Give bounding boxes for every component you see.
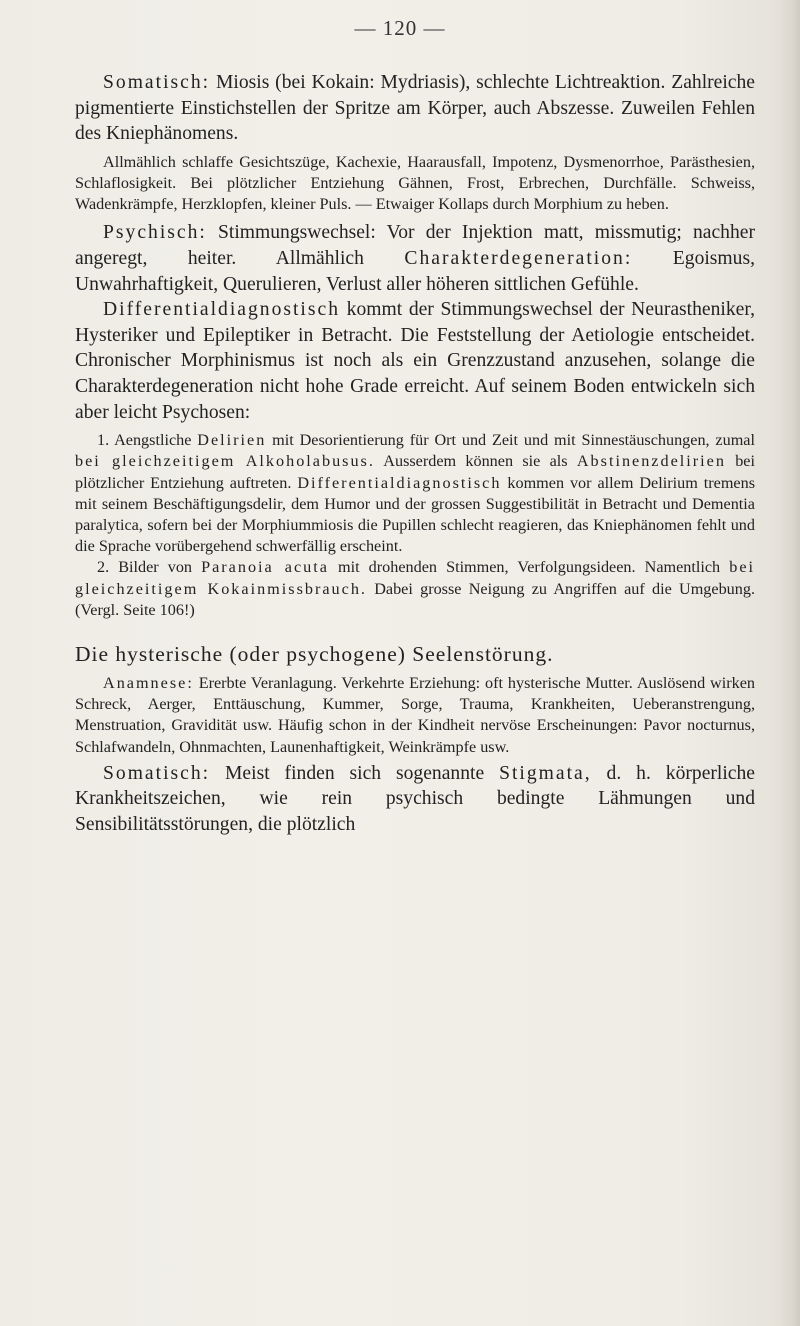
page-edge-shadow [778,0,800,1326]
page-number: — 120 — [354,16,446,40]
paragraph-differential-text: kommt der Stimmungswechsel der Neurastheniker, Hysteriker und Epileptiker in Betracht. Die Feststellung der Aetiologie entscheidet. Chronischer Morphinismus ist noch als ein Grenzzustand anzusehen, solange die Charakterdegeneration nicht hohe Grade erreicht. Auf seinem Boden entwickeln sich aber leicht Psychosen: [75,299,755,423]
list-number: 2. [97,558,110,577]
list-text: Dabei grosse Neigung zu Angriffen auf die Umgebung. (Vergl. Seite 106!) [75,579,756,619]
list-text: bei plötzlicher Entziehung auftreten. [75,452,755,492]
term-somatisch: Somatisch: [103,72,211,93]
term-somatisch: Somatisch: [103,762,211,784]
list-item-1 [75,430,755,557]
list-number: 1. [97,431,110,450]
term-abstinenzdelirien: Abstinenzdelirien [576,452,726,471]
paragraph-somatisch [75,70,755,147]
list-text: Ausserdem können sie als [374,452,577,471]
term-anamnese: Anamnese: [103,673,194,692]
term-alkoholabusus: bei gleichzeitigem Alkoholabusus. [75,452,375,471]
list-text: mit drohenden Stimmen, Verfolgungsideen. Namentlich [328,558,730,577]
list-text: Aengstliche [109,431,198,450]
paragraph-symptoms: Allmählich schlaffe Gesichtszüge, Kachexie, Haarausfall, Impotenz, Dysmenorrhoe, Parästhesien, Schlaflosigkeit. Bei plötzlicher Entziehung Gähnen, Frost, Erbrechen, Durchfälle. Schweiss, Wadenkrämpfe, Herzklopfen, kleiner Puls. — Etwaiger Kollaps durch Morphium zu heben. [75,152,755,214]
term-stigmata: Stigmata, [499,762,592,784]
page-text [75,70,755,838]
paragraph-somatisch-2 [75,761,755,838]
term-psychisch: Psychisch: [103,222,207,244]
term-kokainmissbrauch: bei gleichzeitigem Kokainmissbrauch. [75,558,756,598]
section-heading: Die hysterische (oder psychogene) Seelenstörung. [75,641,554,666]
list-item-2 [75,557,755,621]
term-erscheinungen: Erscheinungen: [536,716,638,735]
paragraph-differential [75,297,755,425]
paragraph-psychisch-text-2: Egoismus, Unwahrhaftigkeit, Querulieren, Verlust aller höheren sittlichen Gefühle. [75,247,755,295]
list-text: Bilder von [109,558,202,577]
paragraph-psychisch-text: Stimmungswechsel: Vor der Injektion matt, missmutig; nachher angeregt, heiter. Allmählich [75,222,755,269]
paragraph-psychisch [75,220,755,297]
paragraph-somatisch-2-text: Meist finden sich sogenannte [210,762,500,784]
paragraph-somatisch-text: Miosis (bei Kokain: Mydriasis), schlechte Lichtreaktion. Zahlreiche pigmentierte Einstichstellen der Spritze am Körper, auch Abszesse. Zuweilen Fehlen des Kniephänomens. [75,72,755,145]
term-charakterdegeneration: Charakterdegeneration: [404,247,633,269]
list-text: kommen vor allem Delirium tremens mit seinem Beschäftigungsdelir, dem Humor und der grossen Suggestibilität in Betracht und Dementia paralytica, sofern bei der Morphiummiosis die Pupillen schlecht reagieren, das Kniephänomen fehlt und die Sprache vorübergehend schwerfällig erscheint. [75,473,755,556]
paragraph-anamnese-text-2: Pavor nocturnus, Schlafwandeln, Ohnmachten, Launenhaftigkeit, Weinkrämpfe usw. [75,716,756,756]
paragraph-anamnese-text: Ererbte Veranlagung. Verkehrte Erziehung: oft hysterische Mutter. Auslösend wirken Schreck, Aerger, Enttäuschung, Kummer, Sorge, Trauma, Krankheiten, Ueberanstrengung, Menstruation, Gravidität usw. Häufig schon in der Kindheit nervöse [75,673,755,735]
paragraph-somatisch-2-text-2: d. h. körperliche Krankheitszeichen, wie rein psychisch bedingte Lähmungen und Sensibilitätsstörungen, die plötzlich [75,762,755,835]
paragraph-anamnese [75,673,755,758]
term-differentialdiagnostisch: Differentialdiagnostisch [297,473,502,492]
list-text: mit Desorientierung für Ort und Zeit und mit Sinnestäuschungen, zumal [266,431,755,450]
term-delirien: Delirien [197,431,267,450]
term-differentialdiagnostisch: Differentialdiagnostisch [103,299,340,321]
term-paranoia-acuta: Paranoia acuta [201,558,329,577]
